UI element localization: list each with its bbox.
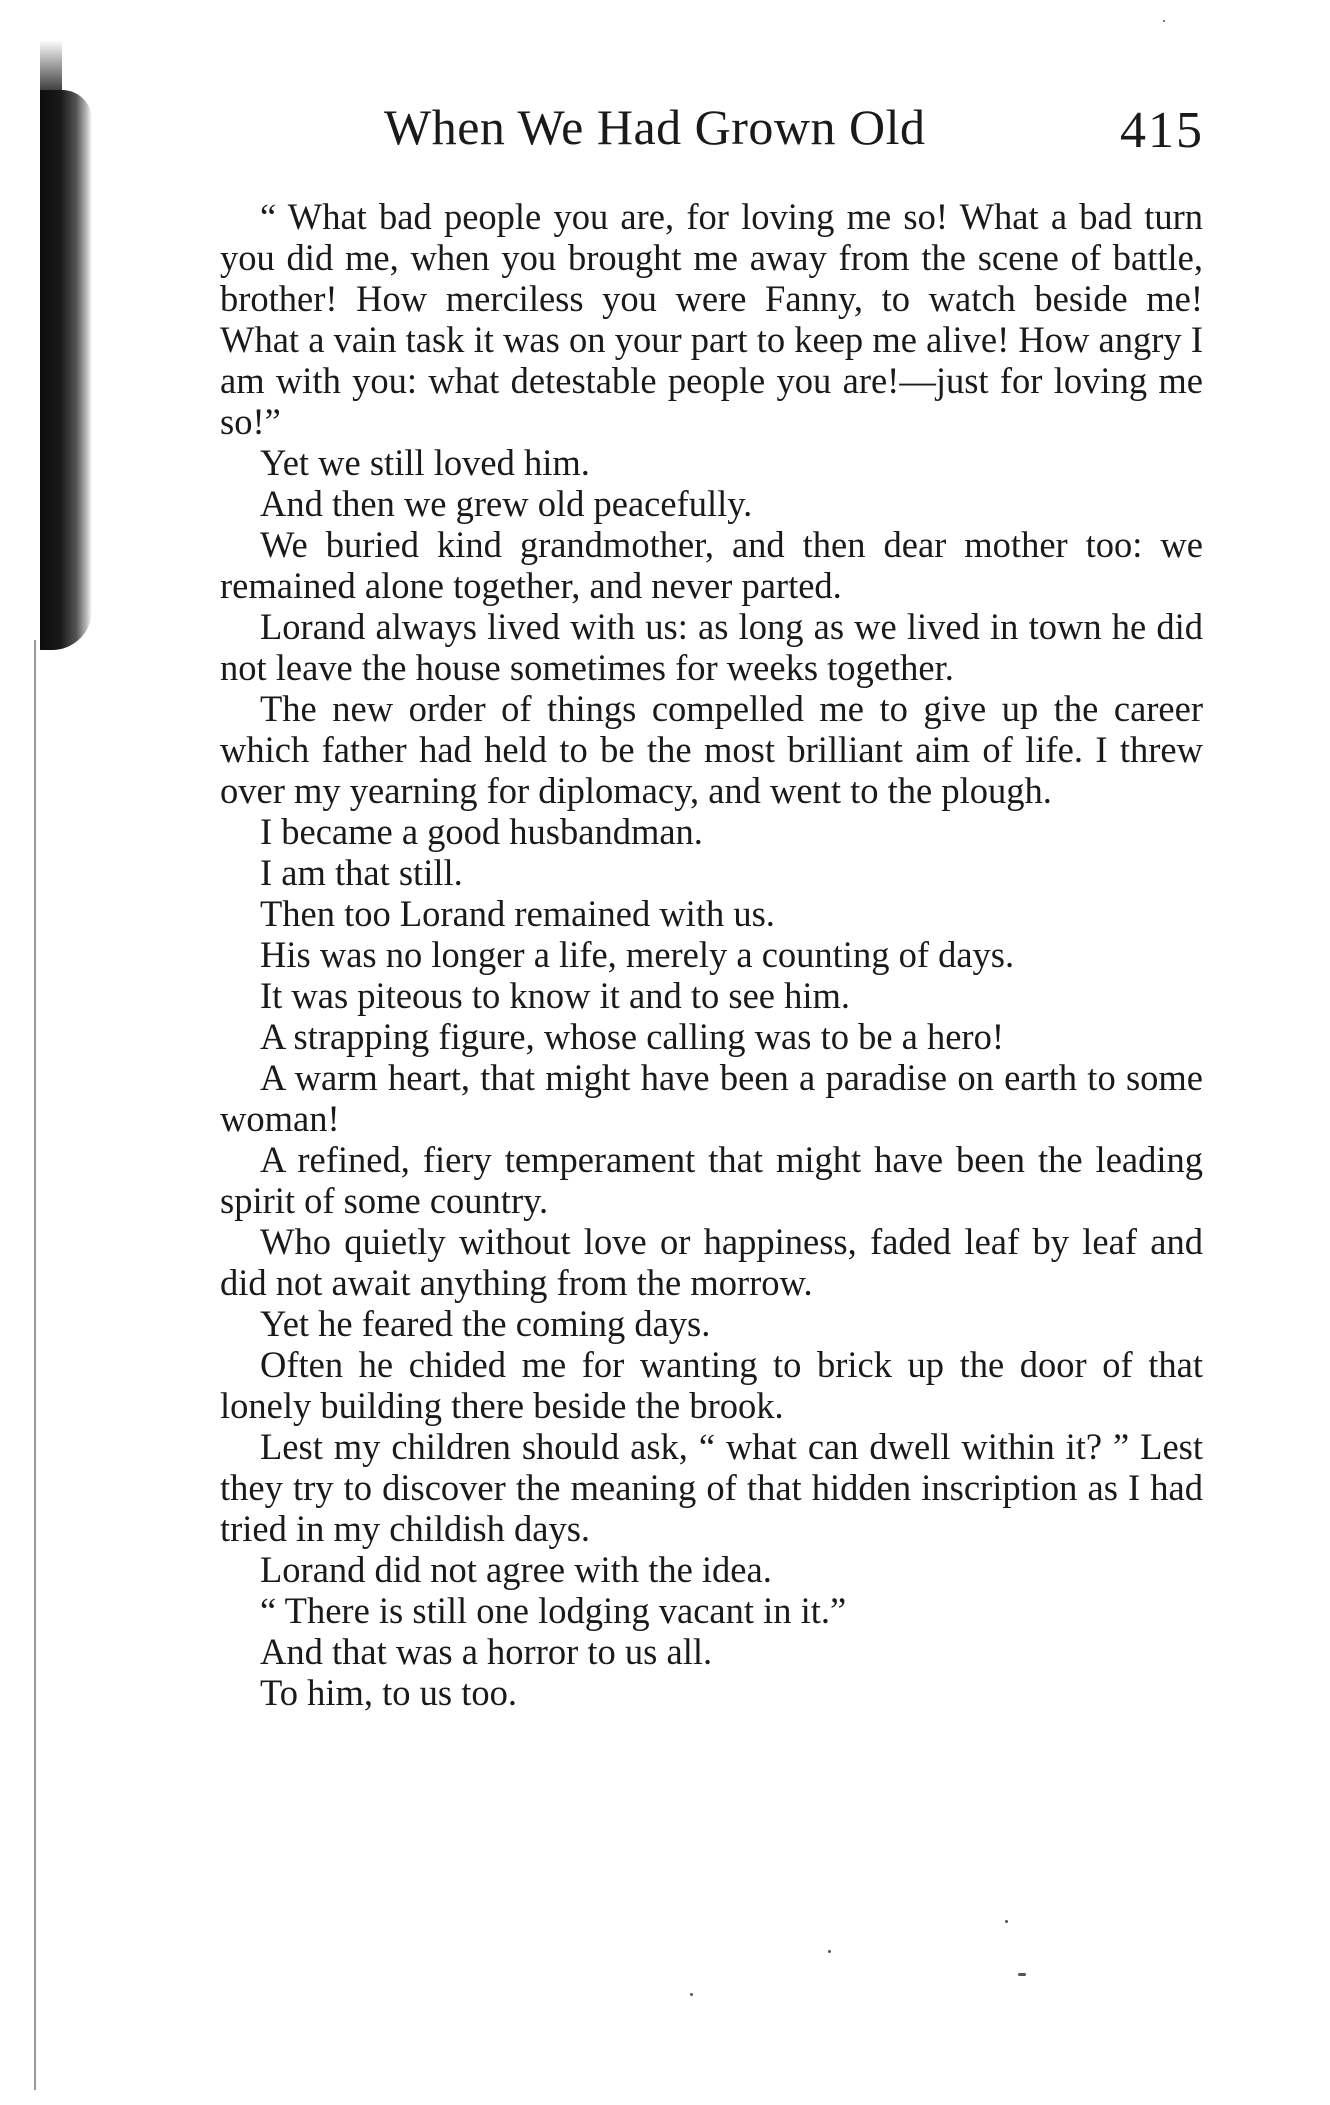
paragraph: A refined, fiery temperament that might have been the leading spirit of some country. (220, 1139, 1203, 1221)
paragraph: “ What bad people you are, for loving me so! What a bad turn you did me, when you brought me away from the scene of battle, brother! How merciless you were Fanny, to watch beside me! What a vain task it was on your part to keep me alive! How angry I am with you: what detestable people you are!—just for loving me so!” (220, 196, 1203, 442)
body-text (220, 196, 1203, 1713)
paragraph: I am that still. (260, 852, 463, 893)
paragraph: “ There is still one lodging vacant in it.” (260, 1590, 847, 1631)
paper-speck (1005, 1920, 1008, 1923)
paragraph: Who quietly without love or happiness, faded leaf by leaf and did not await anything from the morrow. (220, 1221, 1203, 1303)
page-number: 415 (1120, 102, 1204, 159)
paper-speck (828, 1950, 831, 1953)
paragraph: Lorand did not agree with the idea. (260, 1549, 772, 1590)
paragraph: We buried kind grandmother, and then dear mother too: we remained alone together, and never parted. (220, 524, 1203, 606)
paper-speck (1018, 1973, 1026, 1976)
running-title: When We Had Grown Old (384, 99, 926, 155)
paragraph: His was no longer a life, merely a counting of days. (260, 934, 1015, 975)
paper-speck (690, 1993, 693, 1996)
binding-shadow (40, 90, 92, 650)
paragraph: A strapping figure, whose calling was to be a hero! (260, 1016, 1004, 1057)
paragraph: And then we grew old peacefully. (260, 483, 753, 524)
paragraph: Often he chided me for wanting to brick up the door of that lonely building there beside the brook. (220, 1344, 1203, 1426)
page-edge (34, 640, 36, 2090)
paragraph: And that was a horror to us all. (260, 1631, 713, 1672)
paragraph: To him, to us too. (260, 1672, 518, 1713)
paragraph: Lest my children should ask, “ what can dwell within it? ” Lest they try to discover the meaning of that hidden inscription as I had tried in my childish days. (220, 1426, 1203, 1549)
paragraph: A warm heart, that might have been a paradise on earth to some woman! (220, 1057, 1203, 1139)
paragraph: Then too Lorand remained with us. (260, 893, 775, 934)
paragraph: Yet he feared the coming days. (260, 1303, 711, 1344)
paragraph: Yet we still loved him. (260, 442, 590, 483)
paragraph: It was piteous to know it and to see him. (260, 975, 851, 1016)
paper-speck (1163, 20, 1165, 22)
paragraph: Lorand always lived with us: as long as we lived in town he did not leave the house sometimes for weeks together. (220, 606, 1203, 688)
paragraph: I became a good husbandman. (260, 811, 703, 852)
paragraph: The new order of things compelled me to give up the career which father had held to be the most brilliant aim of life. I threw over my yearning for diplomacy, and went to the plough. (220, 688, 1203, 811)
page-header (0, 92, 1330, 162)
